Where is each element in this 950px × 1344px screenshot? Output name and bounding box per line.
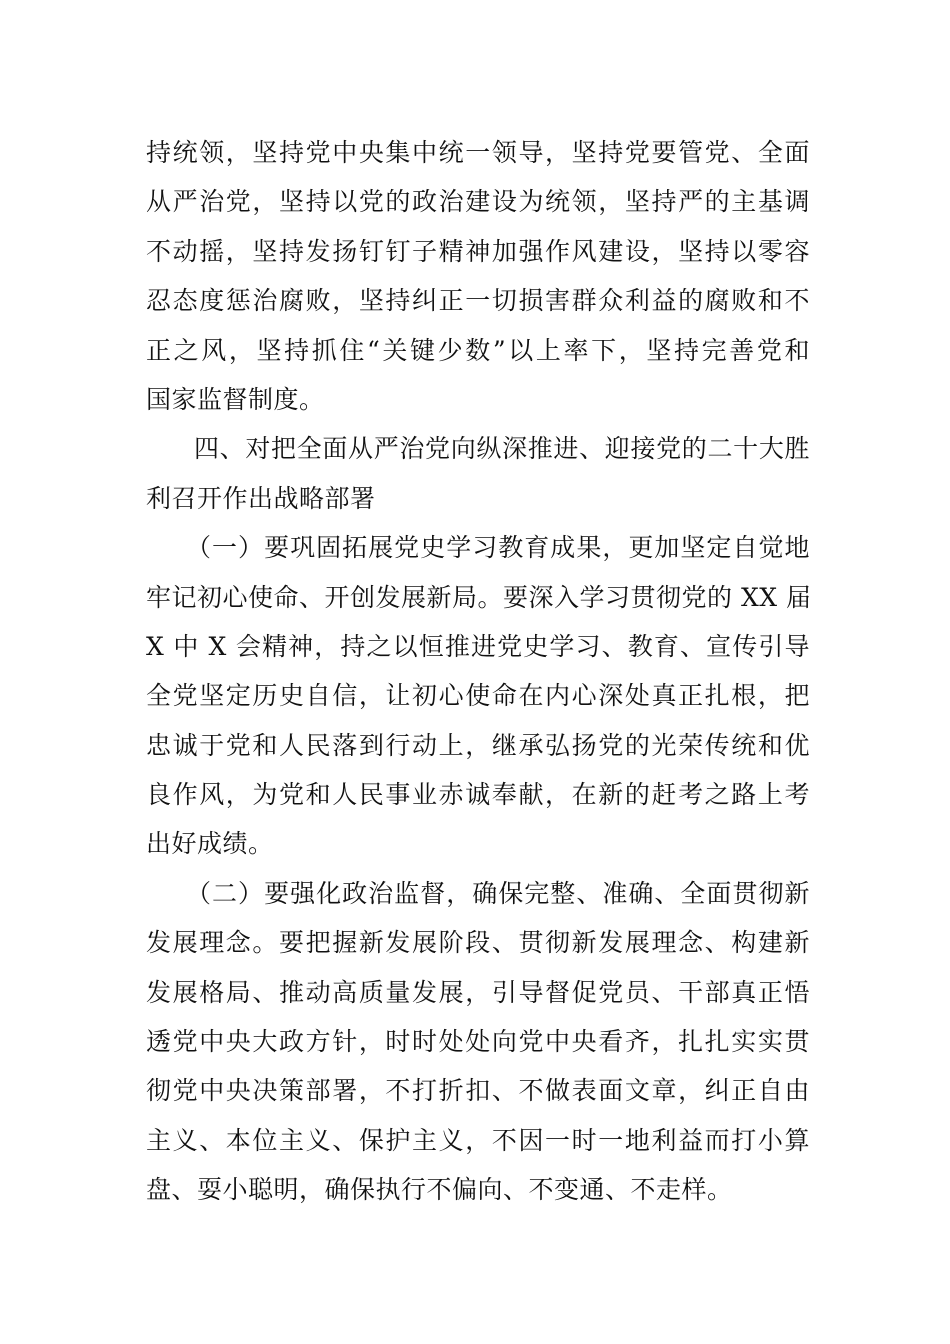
paragraph-continuation [146,128,810,424]
text-line: 彻党中央决策部署，不打折扣、不做表面文章，纠正自由 [146,1076,810,1106]
text-line: 牢记初心使命、开创发展新局。要深入学习贯彻党的 XX 届 [146,582,812,612]
text-line: 持统领，坚持党中央集中统一领导，坚持党要管党、全面 [146,138,810,167]
text-line: 不动摇，坚持发扬钉钉子精神加强作风建设，坚持以零容 [146,236,810,266]
text-line: 盘、耍小聪明，确保执行不偏向、不变通、不走样。 [146,1175,733,1205]
text-line: 发展理念。要把握新发展阶段、贯彻新发展理念、构建新 [146,928,810,958]
text-line: 透党中央大政方针，时时处处向党中央看齐，扎扎实实贯 [146,1027,810,1057]
section-heading-four [146,424,810,523]
text-line: X 中 X 会精神，持之以恒推进党史学习、教育、宣传引导 [146,631,810,661]
text-line: 出好成绩。 [146,829,274,859]
text-line: 良作风，为党和人民事业赤诚奉献，在新的赶考之路上考 [146,780,810,810]
text-line: 忠诚于党和人民落到行动上，继承弘扬党的光荣传统和优 [146,730,810,760]
text-line: 全党坚定历史自信，让初心使命在内心深处真正扎根，把 [146,681,810,711]
text-line: 正之风，坚持抓住“关键少数”以上率下，坚持完善党和 [146,335,810,365]
text-line: 发展格局、推动高质量发展，引导督促党员、干部真正悟 [146,977,810,1007]
text-line: （二）要强化政治监督，确保完整、准确、全面贯彻新 [186,878,810,908]
text-line: 主义、本位主义、保护主义，不因一时一地利益而打小算 [146,1125,810,1155]
text-line: （一）要巩固拓展党史学习教育成果，更加坚定自觉地 [186,533,810,563]
text-line: 从严治党，坚持以党的政治建设为统领，坚持严的主基调 [146,187,810,217]
text-line: 忍态度惩治腐败，坚持纠正一切损害群众利益的腐败和不 [146,286,810,316]
text-line: 四、对把全面从严治党向纵深推进、迎接党的二十大胜 [194,434,810,464]
paragraph-item-two [146,869,810,1215]
text-line: 利召开作出战略部署 [146,483,376,513]
document-body [146,128,810,1215]
paragraph-item-one [146,523,810,869]
text-line: 国家监督制度。 [146,384,325,414]
